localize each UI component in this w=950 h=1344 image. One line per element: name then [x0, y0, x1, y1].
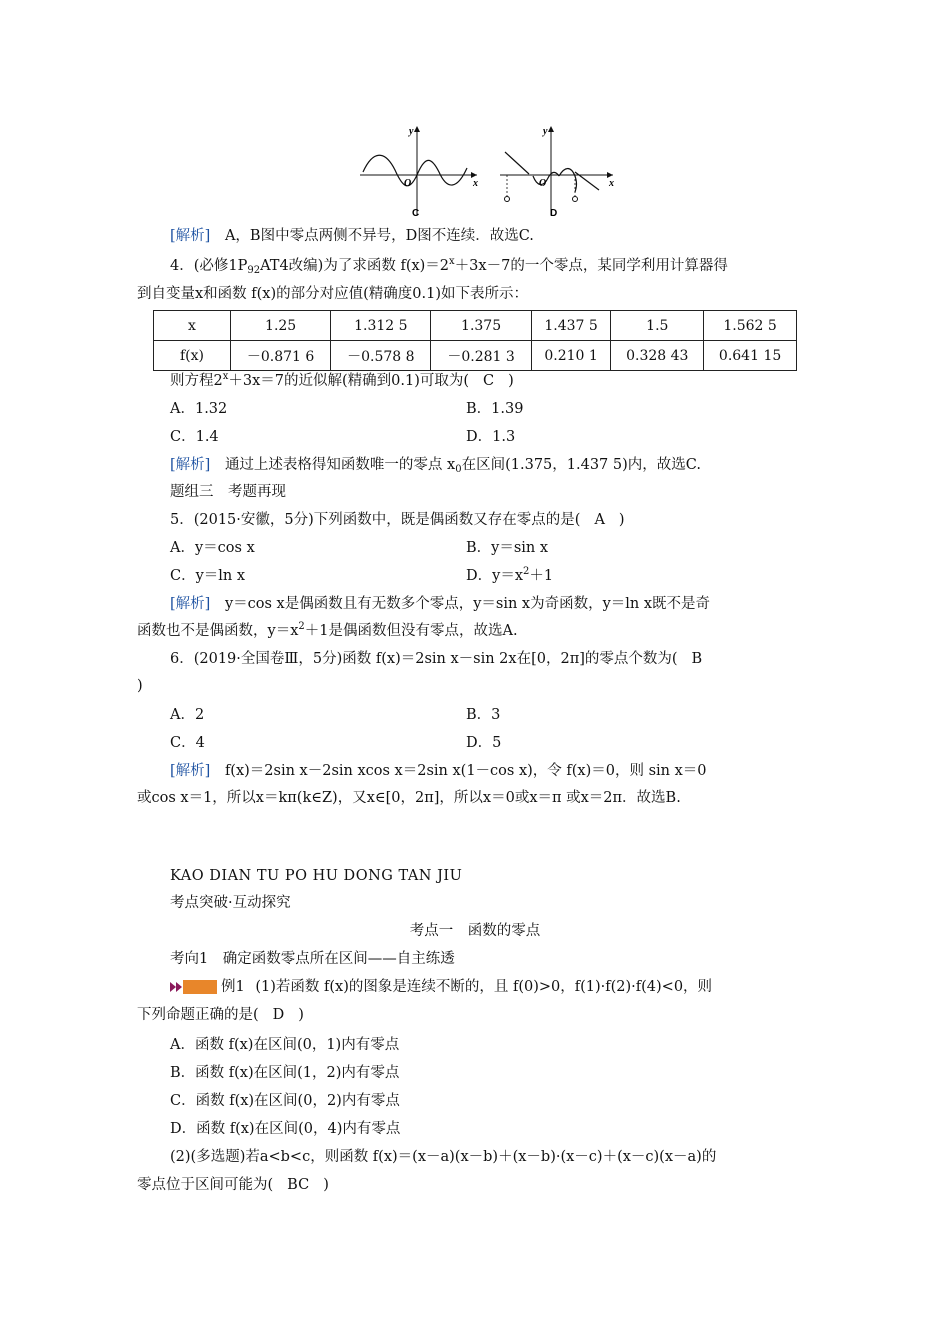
q6-option-d: D．5 [466, 735, 502, 751]
graph-c-origin: O [404, 178, 412, 189]
graph-d [500, 126, 614, 219]
q5-analysis-line2: 函数也不是偶函数，$y=x^2+1$是偶函数但没有零点，故选A. [137, 621, 518, 639]
table-row: f(x) －0.871 6 －0.578 8 －0.281 3 0.210 1 0.328 43 0.641 15 [154, 341, 797, 371]
table-row: x 1.25 1.312 5 1.375 1.437 5 1.5 1.562 5 [154, 311, 797, 341]
example-marker-icon [170, 979, 218, 995]
analysis-tag: [解析] [170, 228, 211, 244]
q3-analysis: [解析] A，B图中零点两侧不异号，D图不连续．故选C. [170, 228, 534, 244]
graph-c-caption: C [412, 208, 420, 219]
group3-heading: 题组三 考题再现 [170, 484, 286, 500]
graph-c-y-label: y [409, 126, 414, 137]
q4-analysis: [解析] 通过上述表格得知函数唯一的零点 $x_0$在区间(1.375，1.437 5)内，故选C. [170, 457, 701, 475]
q6-option-c: C．4 [170, 735, 205, 751]
q6-stem-close: ) [137, 678, 143, 694]
q6-option-a: A．2 [170, 707, 205, 723]
topic-title: 考点一 函数的零点 [409, 923, 541, 939]
ex1-part2-line1: (2)(多选题)若a<b<c，则函数 f(x)＝(x－a)(x－b)＋(x－b)·(x－c)＋(x－c)(x－a)的 [170, 1149, 717, 1165]
graph-d-caption: D [550, 208, 558, 219]
analysis-tag: [解析] [170, 763, 211, 779]
section-title: 考点突破·互动探究 [170, 895, 291, 911]
graph-c-x-label: x [473, 178, 478, 189]
ex1-part2-line2: 零点位于区间可能为( BC ) [137, 1177, 329, 1193]
q4-option-b: B．1.39 [466, 401, 524, 417]
q4-stem-line2: 到自变量x和函数 f(x)的部分对应值(精确度0.1)如下表所示： [137, 286, 529, 302]
q6-answer: B [691, 651, 703, 667]
ex1-option-c: C．函数 f(x)在区间(0，2)内有零点 [170, 1093, 400, 1109]
figure-graphs-c-d [355, 120, 625, 225]
q4-option-a: A．1.32 [170, 401, 228, 417]
q4-answer: C [483, 373, 495, 389]
q6-analysis-line2: 或cos x＝1，所以x＝kπ(k∈Z)，又x∈[0，2π]，所以x＝0或x＝π 或x＝2π．故选B. [137, 790, 681, 806]
ex1-label: 例1 [221, 979, 245, 995]
pinyin-heading: KAO DIAN TU PO HU DONG TAN JIU [170, 868, 463, 884]
q6-stem: 6．(2019·全国卷Ⅲ，5分)函数 f(x)＝2sin x－sin 2x在[0，2π]的零点个数为( B [170, 651, 703, 667]
ex1-option-b: B．函数 f(x)在区间(1，2)内有零点 [170, 1065, 400, 1081]
ex1-answer2: BC [287, 1177, 310, 1193]
q5-analysis-line1: [解析] y＝cos x是偶函数且有无数多个零点，y＝sin x为奇函数，y＝ln x既不是奇 [170, 596, 711, 612]
ex1-part1-line1: 例1 (1)若函数 f(x)的图象是连续不断的，且 f(0)>0，f(1)·f(2)·f(4)<0，则 [170, 977, 712, 997]
ex1-answer1: D [272, 1007, 285, 1023]
analysis-tag: [解析] [170, 457, 211, 473]
direction-heading: 考向1 确定函数零点所在区间——自主练透 [170, 951, 455, 967]
q5-stem: 5．(2015·安徽，5分)下列函数中，既是偶函数又存在零点的是( A ) [170, 512, 625, 528]
q4-option-c: C．1.4 [170, 429, 219, 445]
analysis-tag: [解析] [170, 596, 211, 612]
q5-option-b: B．y＝sin x [466, 540, 549, 556]
q4-option-d: D．1.3 [466, 429, 516, 445]
q6-analysis-line1: [解析] f(x)＝2sin x－2sin xcos x＝2sin x(1－cos x)，令 f(x)＝0，则 sin x＝0 [170, 763, 707, 779]
graph-d-y-label: y [543, 126, 548, 137]
q5-answer: A [594, 512, 605, 528]
q5-option-a: A．y＝cos x [170, 540, 255, 556]
q6-option-b: B．3 [466, 707, 501, 723]
graph-d-x-label: x [609, 178, 614, 189]
ex1-part1-line2: 下列命题正确的是( D ) [137, 1007, 304, 1023]
q4-question: 则方程$2^x+3x=7$的近似解(精确到0.1)可取为( C ) [170, 371, 514, 389]
q4-value-table [153, 310, 797, 371]
graph-d-origin: O [539, 178, 547, 189]
ex1-option-a: A．函数 f(x)在区间(0，1)内有零点 [170, 1037, 400, 1053]
q4-stem-line1: 4．(必修$1P_{92}AT4$改编)为了求函数 $f(x)=2^x+3x-7$的一个零点，某同学利用计算器得 [170, 256, 728, 276]
graph-c [360, 126, 478, 219]
q5-option-d: D．$y=x^2+1$ [466, 566, 554, 584]
q5-option-c: C．y＝ln x [170, 568, 246, 584]
ex1-option-d: D．函数 f(x)在区间(0，4)内有零点 [170, 1121, 401, 1137]
